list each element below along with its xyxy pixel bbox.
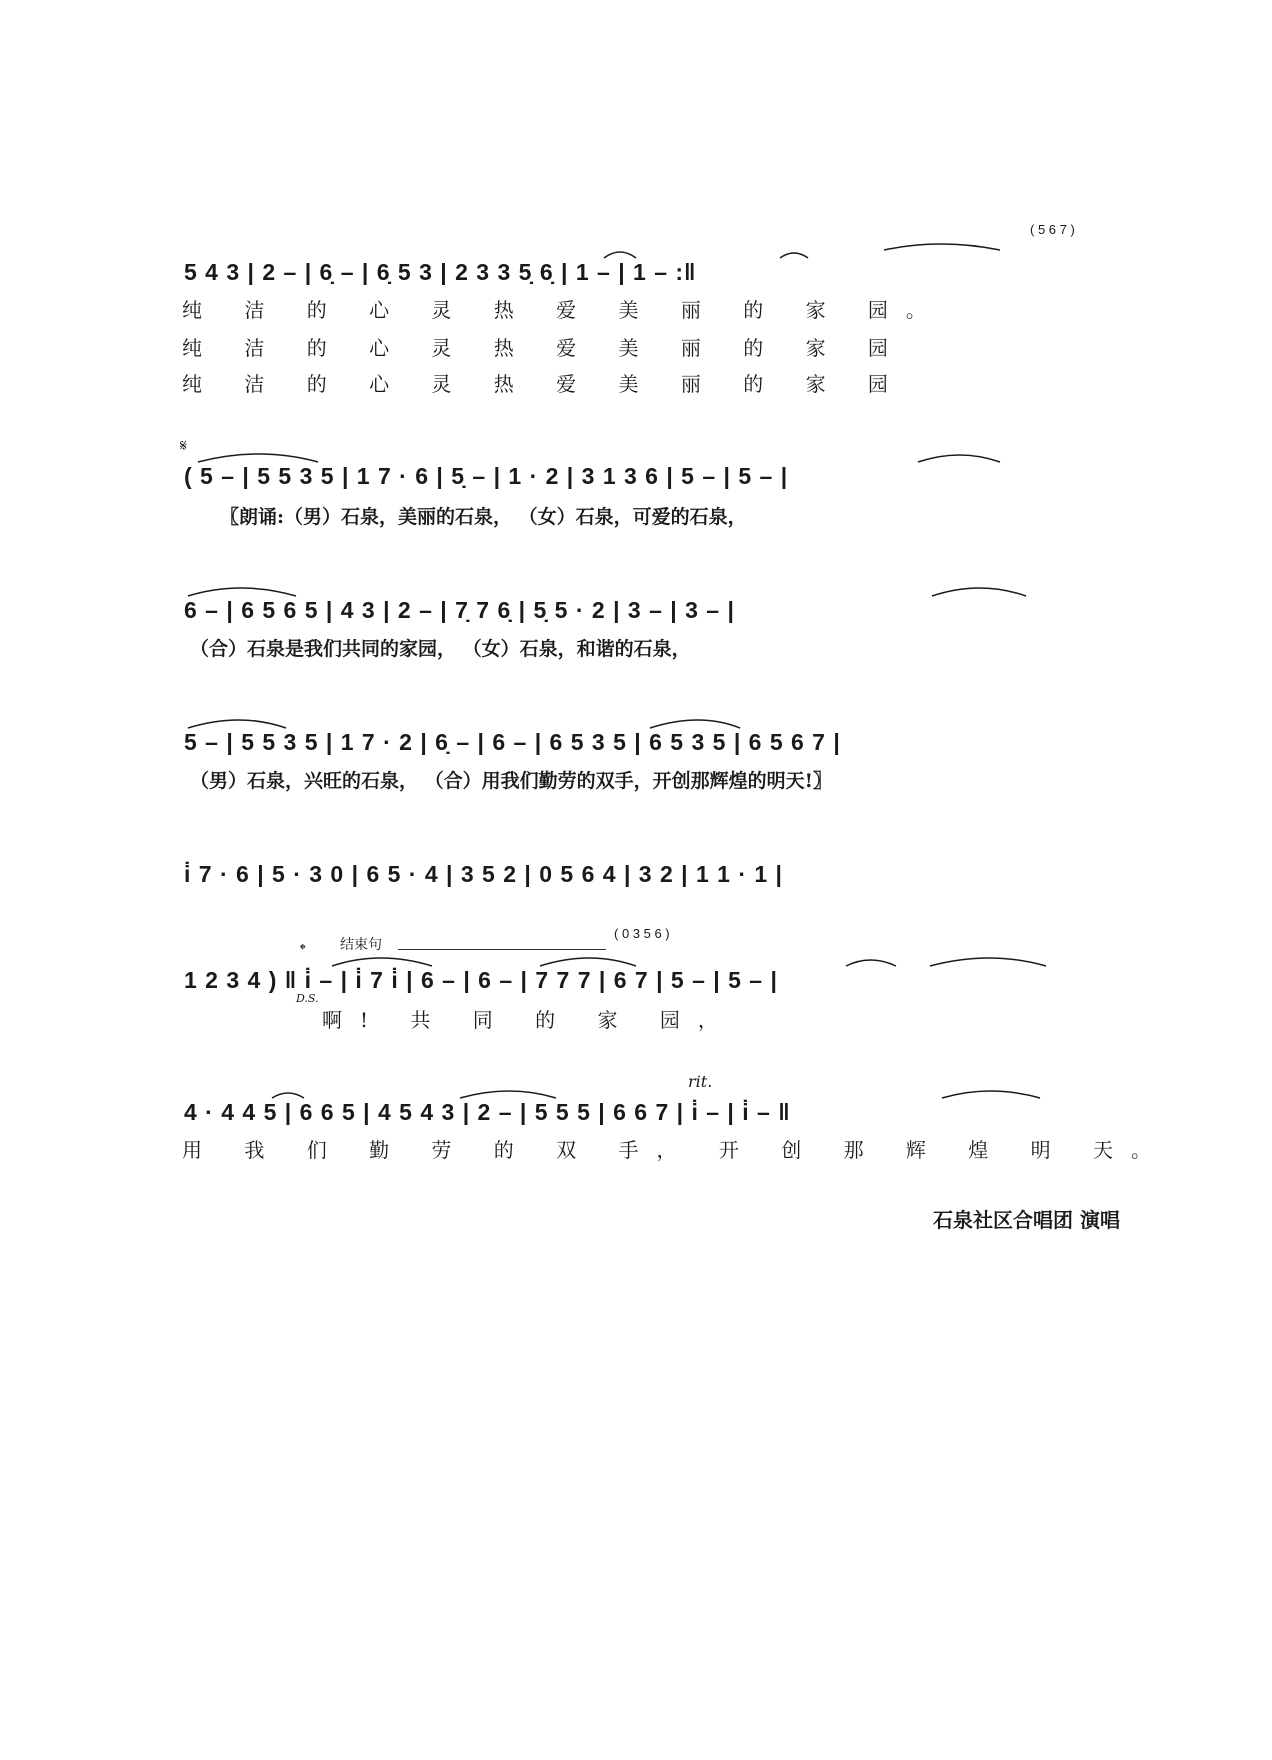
performer-credit: 石泉社区合唱团 演唱 [933, 1208, 1120, 1232]
lyric-ending-2: 用 我 们 勤 劳 的 双 手， 开 创 那 辉 煌 明 天。 [182, 1138, 1170, 1162]
notation-row-5 [184, 854, 1114, 894]
notation-row-3 [184, 590, 1114, 630]
notation-row-2 [184, 456, 1114, 496]
lyric-verse-1: 纯 洁 的 心 灵 热 爱 美 丽 的 家 园。 [182, 298, 944, 322]
lyric-verse-3: 纯 洁 的 心 灵 热 爱 美 丽 的 家 园 [182, 372, 906, 396]
lyric-ending-1: 啊! 共 同 的 家 园， [322, 1008, 736, 1032]
notation-row-4-text: 5 – | 5 5 3 5 | 1 7 · 2 | 6̣ – | 6 – | 6 5 3 5 | 6 5 3 5 | 6 5 6 7 | [184, 729, 841, 755]
notation-row-4 [184, 722, 1114, 762]
notation-row-1 [184, 252, 1114, 292]
notation-row-1-text: 5 4 3 | 2 – | 6̣ – | 6̣ 5 3 | 2 3 3 5̣ 6̣ | 1 – | 1 – :‖ [184, 259, 697, 285]
notation-row-5-text: i̇ 7 · 6 | 5 · 3 0 | 6 5 · 4 | 3 5 2 | 0 5 6 4 | 3 2 | 1 1 · 1 | [184, 861, 783, 887]
narration-line-3: （男）石泉，兴旺的石泉， （合）用我们勤劳的双手，开创那辉煌的明天!〗 [190, 770, 832, 792]
ds-marking: D.S. [296, 992, 319, 1005]
narration-line-1: 〖朗诵:（男）石泉，美丽的石泉， （女）石泉，可爱的石泉， [220, 506, 747, 528]
ending-bracket-line [398, 949, 606, 950]
lyric-verse-2: 纯 洁 的 心 灵 热 爱 美 丽 的 家 园 [182, 336, 906, 360]
notation-row-7-text: 4 · 4 4 5 | 6 6 5 | 4 5 4 3 | 2 – | 5 5 5 | 6 6 7 | i̇ – | i̇ – ‖ [184, 1099, 791, 1125]
ending-label: 结束句 [340, 936, 382, 952]
ending-aside-notes: ( 0 3 5 6 ) [614, 926, 670, 941]
notation-row-6-text: 1 2 3 4 ) ‖ i̇ – | i̇ 7 i̇ | 6 – | 6 – | 7 7 7 | 6 7 | 5 – | 5 – | [184, 967, 778, 993]
notation-row-7 [184, 1092, 1114, 1132]
segno-icon: 𝄋 [180, 436, 187, 455]
notation-row-6 [184, 960, 1114, 1000]
repeat-aside-notes: ( 5 6 7 ) [1030, 222, 1075, 237]
narration-line-2: （合）石泉是我们共同的家园， （女）石泉，和谐的石泉， [190, 638, 691, 660]
notation-row-2-text: ( 5 – | 5 5 3 5 | 1 7 · 6 | 5̣ – | 1 · 2 | 3 1 3 6 | 5 – | 5 – | [184, 463, 789, 489]
rit-marking: rit. [688, 1072, 713, 1091]
coda-icon: 𝄌 [300, 940, 306, 959]
notation-row-3-text: 6 – | 6 5 6 5 | 4 3 | 2 – | 7̣ 7 6̣ | 5̣ 5 · 2 | 3 – | 3 – | [184, 597, 735, 623]
